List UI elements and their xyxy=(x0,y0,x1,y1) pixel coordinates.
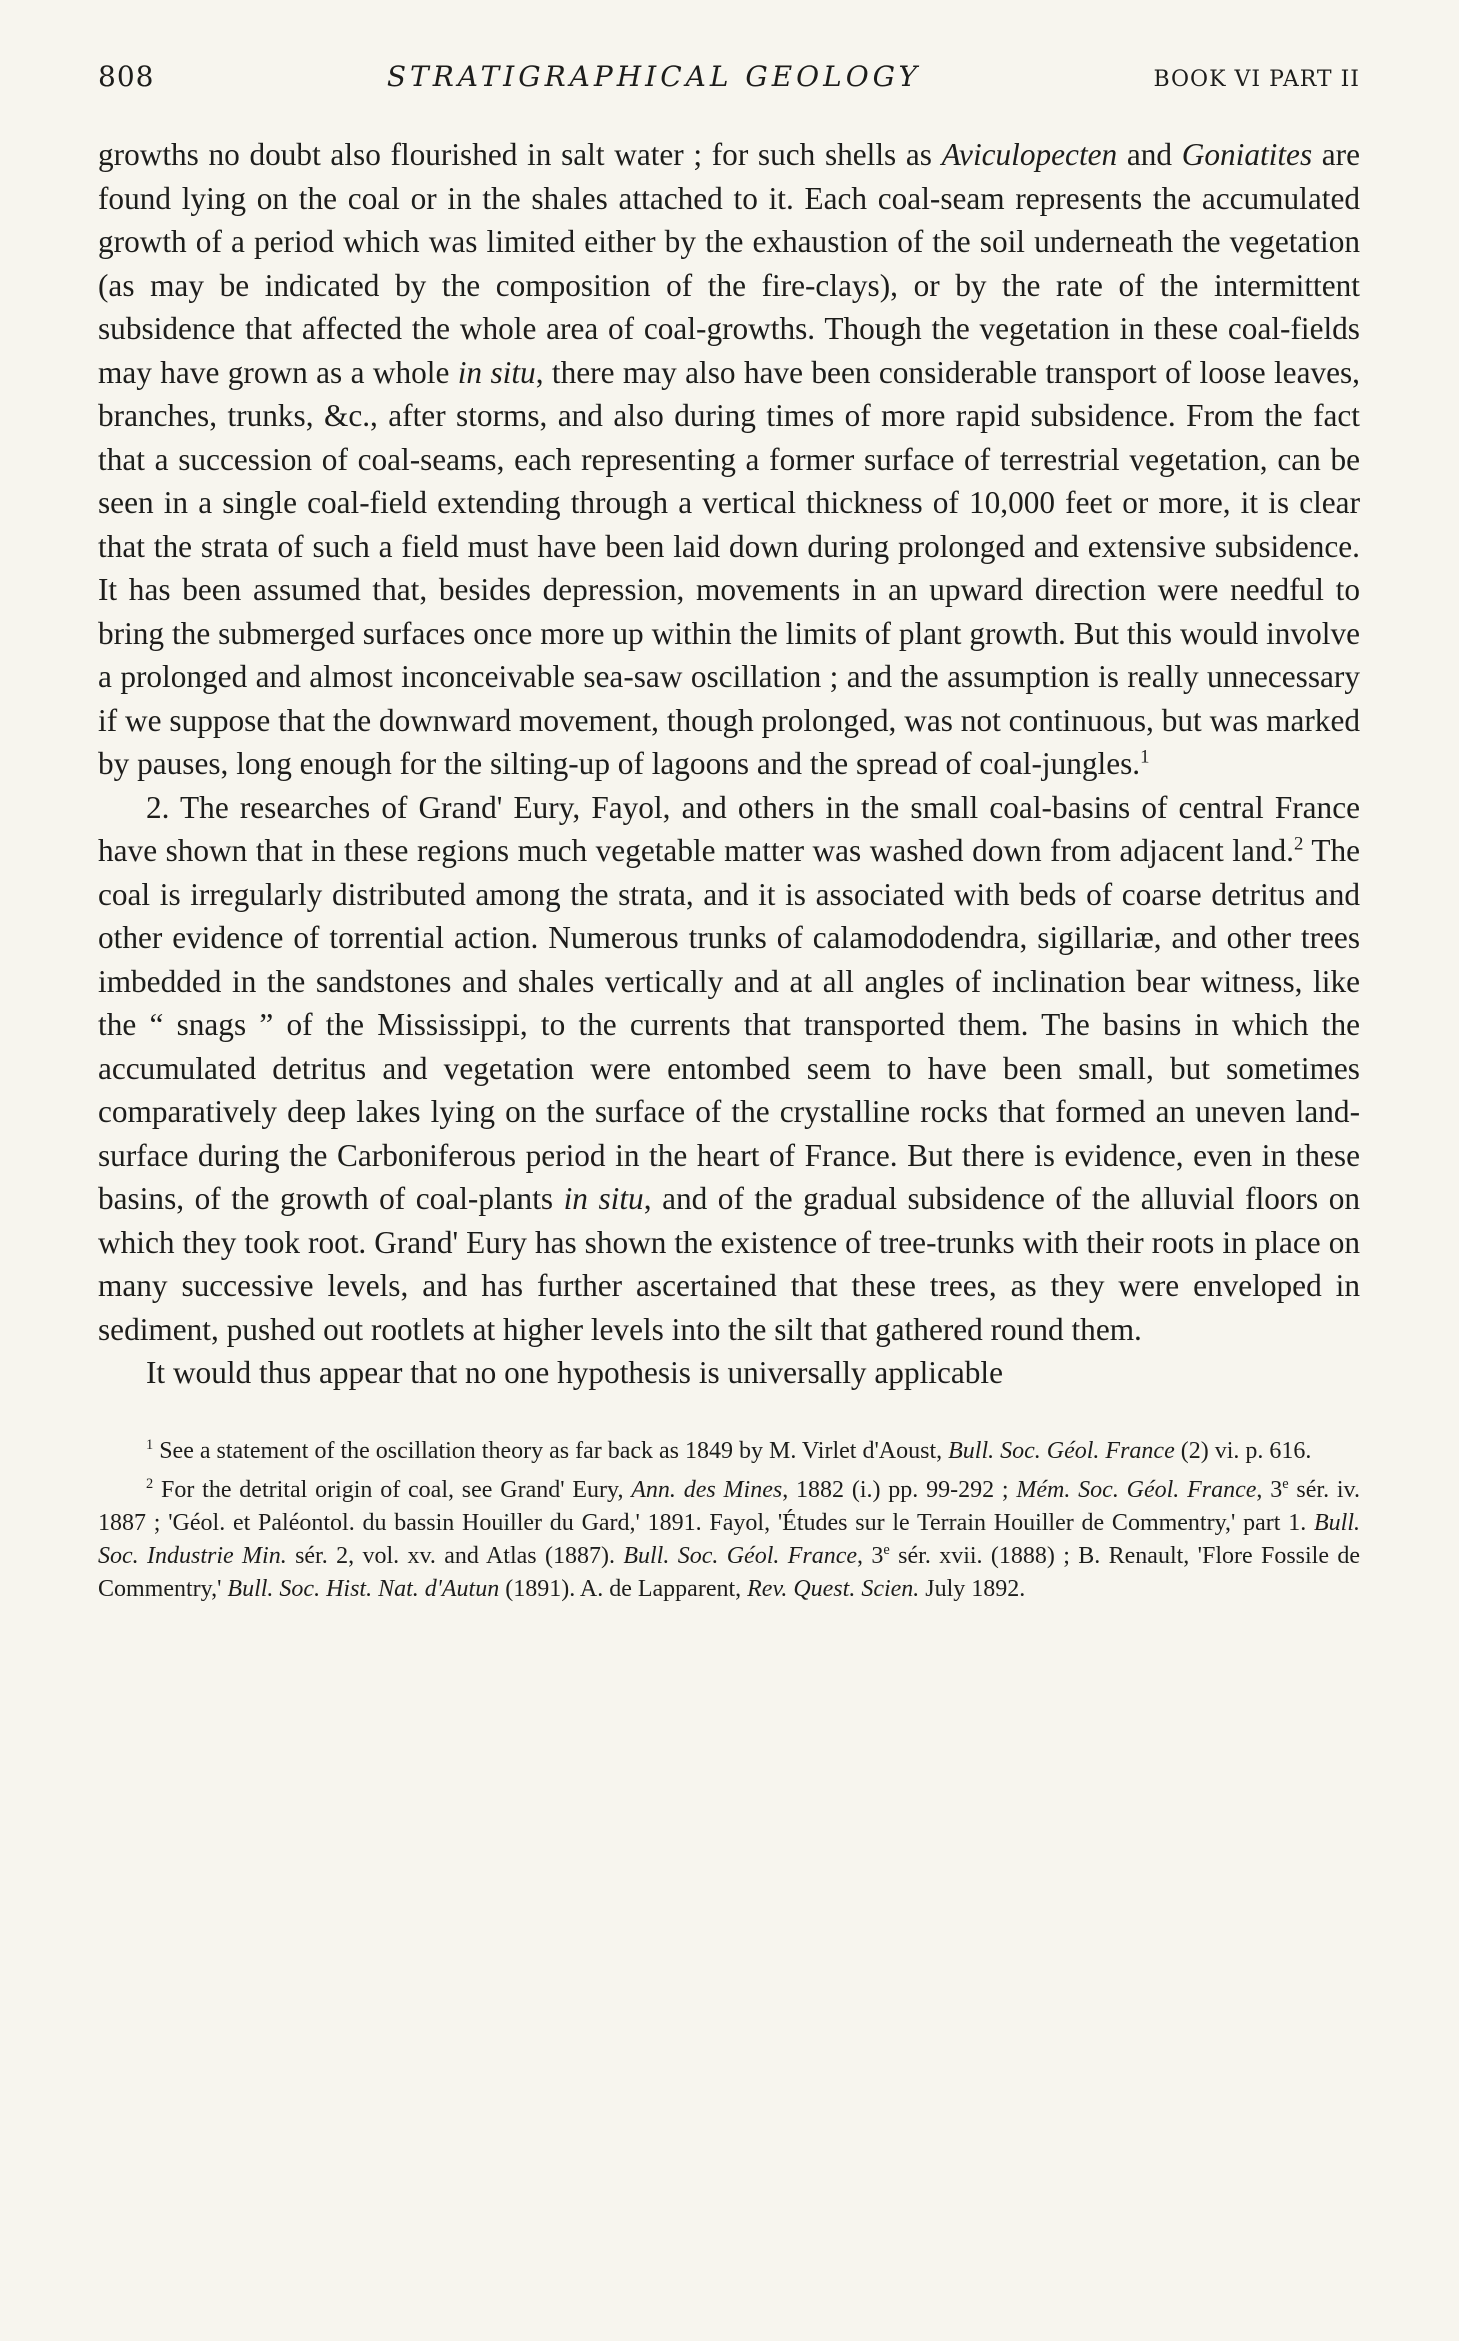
text-run: and xyxy=(1117,137,1182,172)
italic-run: Aviculopecten xyxy=(941,137,1118,172)
text-run: , 3 xyxy=(1256,1476,1283,1503)
italic-run: Bull. Soc. Industrie Min. xyxy=(98,1509,1360,1569)
italic-run: in situ xyxy=(563,1181,644,1216)
text-run: sér. 2, vol. xv. and Atlas (1887). xyxy=(286,1542,624,1569)
text-run: , 3 xyxy=(857,1542,884,1569)
italic-run: in situ xyxy=(457,354,536,390)
footnote-1 xyxy=(98,1435,1360,1468)
text-run: are found lying on the coal or in the shales attached to it. Each coal-seam represents the accumulated growth of a period which was limited either by the exhaustion of the soil underneath the vegetation (as may be indicated by the composition of the fire-clays), or by the rate of the intermittent subsidence that affected the whole area of coal-growths. Though the vegetation in these coal-fields may have grown as a whole xyxy=(98,137,1360,390)
paragraph-3: It would thus appear that no one hypothesis is universally applicable xyxy=(146,1355,1003,1390)
book-part: BOOK VI PART II xyxy=(1153,67,1360,92)
page-number: 808 xyxy=(98,60,155,93)
footnote-number: 1 xyxy=(146,1436,154,1453)
text-run: For the detrital origin of coal, see Grand' Eury, xyxy=(153,1476,632,1503)
superscript: e xyxy=(883,1541,890,1558)
text-run: growths no doubt also flourished in salt water ; for such shells as xyxy=(98,137,942,172)
italic-run: Bull. Soc. Géol. France xyxy=(623,1542,858,1569)
italic-run: Bull. Soc. Hist. Nat. d'Autun xyxy=(227,1575,500,1602)
paragraph-1 xyxy=(98,133,1360,786)
footnote-ref-2: 2 xyxy=(1294,833,1304,855)
page xyxy=(98,60,1360,1612)
text-run: See a statement of the oscillation theory as far back as 1849 by M. Virlet d'Aoust, xyxy=(153,1437,949,1464)
text-run: , there may also have been considerable transport of loose leaves, branches, trunks, &c., after storms, and also during times of more rapid subsidence. From the fact that a succession of coal-seams, each representing a former surface of terrestrial vegetation, can be seen in a single coal-field extending through a vertical thickness of 10,000 feet or more, it is clear that the strata of such a field must have been laid down during prolonged and extensive subsidence. It has been assumed that, besides depression, movements in an upward direction were needful to bring the submerged surfaces once more up within the limits of plant growth. But this would involve a prolonged and almost inconceivable sea-saw oscillation ; and the assumption is really unnecessary if we suppose that the downward movement, though prolonged, was not continuous, but was marked by pauses, long enough for the silting-up of lagoons and the spread of coal-jungles. xyxy=(98,354,1361,781)
italic-run: Mém. Soc. Géol. France xyxy=(1016,1476,1257,1503)
footnote-ref-1: 1 xyxy=(1140,746,1150,768)
footnote-2 xyxy=(98,1474,1360,1606)
text-run: sér. iv. 1887 ; 'Géol. et Paléontol. du bassin Houiller du Gard,' 1891. Fayol, 'Études sur le Terrain Houiller de Commentry,' part 1. xyxy=(98,1476,1360,1536)
text-run: sér. xvii. (1888) ; B. Renault, 'Flore Fossile de Commentry,' xyxy=(98,1542,1361,1602)
text-run: (1891). A. de Lapparent, xyxy=(499,1575,748,1602)
running-title: STRATIGRAPHICAL GEOLOGY xyxy=(386,60,922,93)
text-run: 2. The researches of Grand' Eury, Fayol, and others in the small coal-basins of central France have shown that in these regions much vegetable matter was washed down from adjacent land. xyxy=(98,789,1360,868)
body-text xyxy=(98,133,1360,1395)
italic-run: Bull. Soc. Géol. France xyxy=(948,1437,1175,1464)
superscript: e xyxy=(1282,1475,1289,1492)
italic-run: Rev. Quest. Scien. xyxy=(747,1575,920,1602)
italic-run: Ann. des Mines xyxy=(631,1476,783,1503)
text-run: The coal is irregularly distributed among the strata, and it is associated with beds of coarse detritus and other evidence of torrential action. Numerous trunks of calamododendra, sigillariæ, and other trees imbedded in the sandstones and shales vertically and at all angles of inclination bear witness, like the “ snags ” of the Mississippi, to the currents that transported them. The basins in which the accumulated detritus and vegetation were entombed seem to have been small, but sometimes comparatively deep lakes lying on the surface of the crystalline rocks that formed an uneven land-surface during the Carboniferous period in the heart of France. But there is evidence, even in these basins, of the growth of coal-plants xyxy=(98,833,1360,1216)
running-header xyxy=(98,60,1360,93)
text-run: (2) vi. p. 616. xyxy=(1174,1437,1312,1464)
text-run: July 1892. xyxy=(919,1575,1026,1602)
paragraph-2 xyxy=(98,786,1360,1352)
italic-run: Goniatites xyxy=(1181,137,1313,172)
text-run: , and of the gradual subsidence of the alluvial floors on which they took root. Grand' Eury has shown the existence of tree-trunks with their roots in place on many successive levels, and has further ascertained that these trees, as they were enveloped in sediment, pushed out rootlets at higher levels into the silt that gathered round them. xyxy=(98,1181,1360,1347)
footnotes xyxy=(98,1435,1360,1606)
text-run: , 1882 (i.) pp. 99-292 ; xyxy=(782,1476,1017,1503)
footnote-number: 2 xyxy=(146,1475,154,1492)
